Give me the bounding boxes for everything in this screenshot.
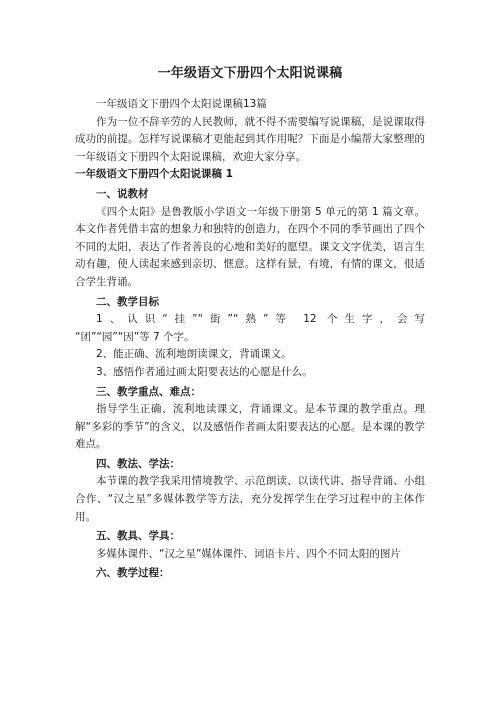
goal-item-2: 2、能正确、流利地朗读课文，背诵课文。 (96, 348, 292, 361)
heading-teaching-process: 六、教学过程： (96, 567, 170, 580)
heading-teaching-aids: 五、教具、学具： (96, 530, 180, 543)
intro-paragraph: 作为一位不辞辛劳的人民教师，就不得不需要编写说课稿，是说课取得成功的前提。怎样写说课稿才更能起到其作用呢？下面是小编帮大家整理的一年级语文下册四个太阳说课稿，欢迎大家分享。 (75, 115, 425, 163)
heading-teaching-goals: 二、教学目标 (96, 295, 159, 308)
heading-teaching-material: 一、说教材 (96, 187, 149, 200)
goal-item-1: 1、认识“挂”“街”“熟”等 12 个生字，会写 (96, 313, 425, 326)
paragraph-teaching-material: 《四个太阳》是鲁教版小学语文一年级下册第 5 单元的第 1 篇文章。本文作者凭借丰富的想象力和独特的创造力，在四个不同的季节画出了四个不同的太阳，表达了作者善良的心地和美好的愿望。课文文字优美，语言生动有趣，使人读起来感到亲切、惬意。这样有景，有境，有情的课文，很适合学生背诵。 (75, 205, 425, 288)
section-title: 一年级语文下册四个太阳说课稿 1 (75, 168, 233, 181)
document-body (75, 66, 425, 583)
heading-methods: 四、教法、学法： (96, 457, 180, 470)
goal-item-3: 3、感悟作者通过画太阳要表达的心愿是什么。 (96, 365, 313, 378)
paragraph-teaching-aids: 多媒体课件、“汉之星”媒体课件、词语卡片、四个不同太阳的图片 (96, 547, 401, 560)
goal-item-1-continued: “团”“园”“因”等 7 个字。 (75, 330, 195, 343)
heading-key-points: 三、教学重点、难点： (96, 385, 201, 398)
paragraph-key-points: 指导学生正确、流利地读课文，背诵课文。是本节课的教学重点。理解“多彩的季节”的含义，以及感悟作者画太阳要表达的心愿。是本课的教学难点。 (75, 403, 425, 451)
document-title: 一年级语文下册四个太阳说课稿 (157, 66, 343, 81)
document-subtitle: 一年级语文下册四个太阳说课稿13篇 (96, 98, 267, 110)
paragraph-methods: 本节课的教学我采用情境教学、示范朗读、以读代讲、指导背诵、小组合作、“汉之星”多媒体教学等方法，充分发挥学生在学习过程中的主体作用。 (75, 475, 425, 523)
